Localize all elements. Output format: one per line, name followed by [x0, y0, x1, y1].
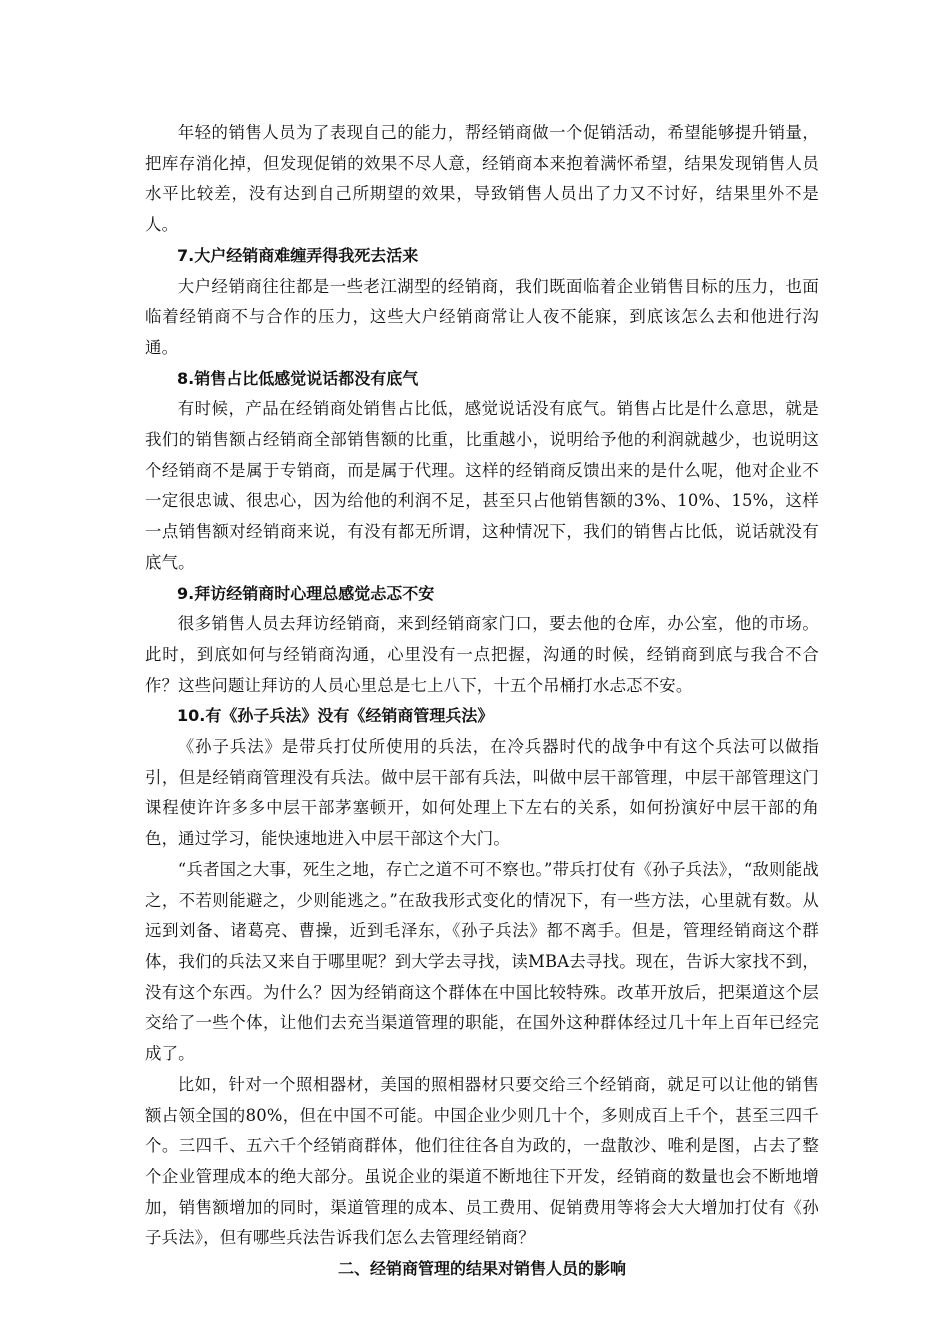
heading-8: 8.销售占比低感觉说话都没有底气	[177, 368, 419, 388]
paragraph-promotion-failure: 年轻的销售人员为了表现自己的能力，帮经销商做一个促销活动，希望能够提升销量，把库存消化掉，但发现促销的效果不尽人意，经销商本来抱着满怀希望，结果发现销售人员水平比较差，没有达到自己所期望的效果，导致销售人员出了力又不讨好，结果里外不是人。	[145, 123, 819, 235]
section-heading-2: 二、经销商管理的结果对销售人员的影响	[337, 1259, 626, 1279]
heading-9: 9.拜访经销商时心理总感觉忐忑不安	[177, 583, 435, 603]
paragraph-big-dealers: 大户经销商往往都是一些老江湖型的经销商，我们既面临着企业销售目标的压力，也面临着经销商不与合作的压力，这些大户经销商常让人夜不能寐，到底该怎么去和他进行沟通。	[145, 276, 819, 357]
paragraph-art-of-war: 《孙子兵法》是带兵打仗所使用的兵法，在冷兵器时代的战争中有这个兵法可以做指引，但是经销商管理没有兵法。做中层干部有兵法，叫做中层干部管理，中层干部管理这门课程使许许多多中层干部茅塞顿开，如何处理上下左右的关系，如何扮演好中层干部的角色，通过学习，能快速地进入中层干部这个大门。	[145, 737, 819, 849]
paragraph-sales-share: 有时候，产品在经销商处销售占比低，感觉说话没有底气。销售占比是什么意思，就是我们的销售额占经销商全部销售额的比重，比重越小，说明给予他的利润就越少，也说明这个经销商不是属于专销商，而是属于代理。这样的经销商反馈出来的是什么呢，他对企业不一定很忠诚、很忠心，因为给他的利润不足，甚至只占他销售额的3%、10%、15%，这样一点销售额对经销商来说，有没有都无所谓，这种情况下，我们的销售占比低，说话就没有底气。	[145, 399, 819, 572]
heading-10: 10.有《孙子兵法》没有《经销商管理兵法》	[177, 706, 494, 726]
heading-7: 7.大户经销商难缠弄得我死去活来	[177, 245, 419, 265]
document-body	[145, 118, 819, 1285]
paragraph-visit-anxiety: 很多销售人员去拜访经销商，来到经销商家门口，要去他的仓库，办公室，他的市场。此时，到底如何与经销商沟通，心里没有一点把握，沟通的时候，经销商到底与我合不合作？这些问题让拜访的人员心里总是七上八下，十五个吊桶打水忐忑不安。	[145, 614, 819, 695]
paragraph-camera-example: 比如，针对一个照相器材，美国的照相器材只要交给三个经销商，就足可以让他的销售额占领全国的80%，但在中国不可能。中国企业少则几十个，多则成百上千个，甚至三四千个。三四千、五六千个经销商群体，他们往往各自为政的，一盘散沙、唯利是图，占去了整个企业管理成本的绝大部分。虽说企业的渠道不断地往下开发，经销商的数量也会不断地增加，销售额增加的同时，渠道管理的成本、员工费用、促销费用等将会大大增加打仗有《孙子兵法》，但有哪些兵法告诉我们怎么去管理经销商？	[145, 1074, 819, 1248]
paragraph-quotes: “兵者国之大事，死生之地，存亡之道不可不察也。”带兵打仗有《孙子兵法》，“敌则能战之，不若则能避之，少则能逃之。”在敌我形式变化的情况下，有一些方法，心里就有数。从远到刘备、诸葛亮、曹操，近到毛泽东，《孙子兵法》都不离手。但是，管理经销商这个群体，我们的兵法又来自于哪里呢？到大学去寻找，读MBA去寻找。现在，告诉大家找不到，没有这个东西。为什么？因为经销商这个群体在中国比较特殊。改革开放后，把渠道这个层交给了一些个体，让他们去充当渠道管理的职能，在国外这种群体经过几十年上百年已经完成了。	[145, 859, 819, 1064]
